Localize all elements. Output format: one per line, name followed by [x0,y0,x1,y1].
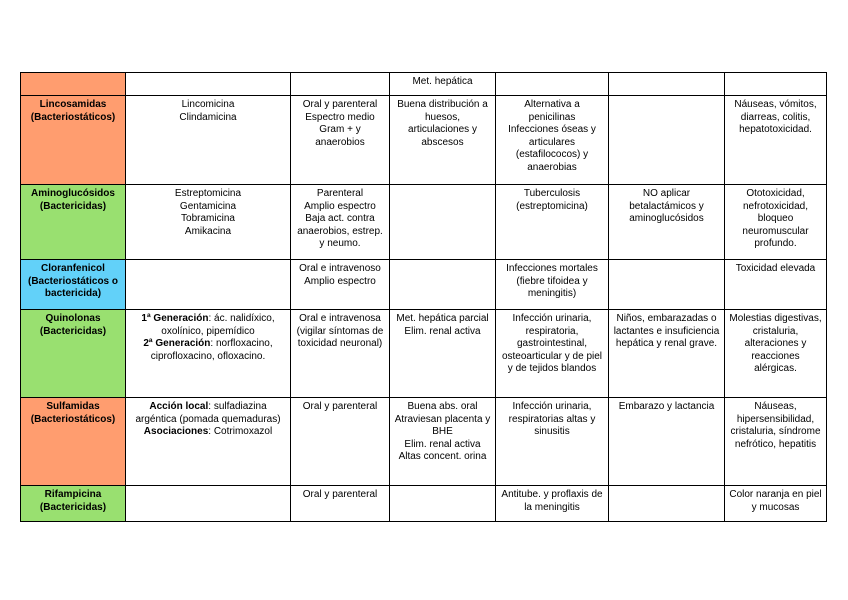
generation-2-label: 2ª Generación [143,338,211,350]
drugs-cell [126,73,291,96]
use-cell: Infecciones mortales (fiebre tifoidea y meningitis) [496,260,609,310]
adverse-effects-cell: Náuseas, vómitos, diarreas, colitis, hepatotoxicidad. [725,96,827,185]
use-cell: Antitube. y proflaxis de la meningitis [496,486,609,522]
adverse-effects-cell [725,73,827,96]
route-cell: Oral e intravenosa (vigilar síntomas de toxicidad neuronal) [291,310,390,398]
table-row [21,260,827,310]
use-cell: Alternativa a penicilinas Infecciones óseas y articulares (estafilococos) y anaerobias [496,96,609,185]
use-cell: Tuberculosis (estreptomicina) [496,185,609,260]
route-cell [291,73,390,96]
contraindications-cell [609,96,725,185]
table-row [21,486,827,522]
route-cell: Parenteral Amplio espectro Baja act. contra anaerobios, estrep. y neumo. [291,185,390,260]
contraindications-cell [609,73,725,96]
adverse-effects-cell: Toxicidad elevada [725,260,827,310]
associations-label: Asociaciones [143,426,209,438]
route-cell: Oral e intravenoso Amplio espectro [291,260,390,310]
local-action-label: Acción local [149,401,209,412]
family-cell: Sulfamidas (Bacteriostáticos) [21,398,126,486]
antibiotics-table [20,72,827,522]
contraindications-cell [609,260,725,310]
pharmacokinetics-cell: Met. hepática [390,73,496,96]
adverse-effects-cell: Ototoxicidad, nefrotoxicidad, bloqueo neuromuscular profundo. [725,185,827,260]
generation-1-label: 1ª Generación [141,313,209,324]
table-row [21,96,827,185]
drugs-cell: Lincomicina Clindamicina [126,96,291,185]
drugs-cell [126,260,291,310]
route-cell: Oral y parenteral Espectro medio Gram + y anaerobios [291,96,390,185]
contraindications-cell: Embarazo y lactancia [609,398,725,486]
adverse-effects-cell: Molestias digestivas, cristaluria, alteraciones y reacciones alérgicas. [725,310,827,398]
local-action-text: : sulfadiazina argéntica (pomada quemaduras) [135,401,281,425]
adverse-effects-cell: Náuseas, hipersensibilidad, cristaluria, síndrome nefrótico, hepatitis [725,398,827,486]
pharmacokinetics-cell: Buena distribución a huesos, articulaciones y abscesos [390,96,496,185]
family-cell: Aminoglucósidos (Bactericidas) [21,185,126,260]
table-row [21,310,827,398]
generation-2-text: : norfloxacino, ciprofloxacino, ofloxacino. [150,338,273,362]
pharmacokinetics-cell [390,260,496,310]
table-row [21,185,827,260]
pharmacokinetics-cell [390,185,496,260]
family-cell [21,73,126,96]
pharmacokinetics-cell [390,486,496,522]
pharmacokinetics-cell: Buena abs. oral Atraviesan placenta y BHE Elim. renal activa Altas concent. orina [390,398,496,486]
contraindications-cell: NO aplicar betalactámicos y aminoglucósidos [609,185,725,260]
family-cell: Rifampicina (Bactericidas) [21,486,126,522]
drugs-cell [126,398,291,486]
generation-1-text: : ác. nalidíxico, oxolínico, pipemídico [161,313,275,337]
use-cell: Infección urinaria, respiratorias altas y sinusitis [496,398,609,486]
associations-text: : Cotrimoxazol [208,426,273,438]
route-cell: Oral y parenteral [291,398,390,486]
family-cell: Quinolonas (Bactericidas) [21,310,126,398]
adverse-effects-cell: Color naranja en piel y mucosas [725,486,827,522]
use-cell: Infección urinaria, respiratoria, gastrointestinal, osteoarticular y de piel y de tejidos blandos [496,310,609,398]
use-cell [496,73,609,96]
drugs-cell [126,310,291,398]
contraindications-cell [609,486,725,522]
contraindications-cell: Niños, embarazadas o lactantes e insuficiencia hepática y renal grave. [609,310,725,398]
route-cell: Oral y parenteral [291,486,390,522]
family-cell: Cloranfenicol (Bacteriostáticos o bactericida) [21,260,126,310]
pharmacokinetics-cell: Met. hepática parcial Elim. renal activa [390,310,496,398]
table-row [21,398,827,486]
drugs-cell: Estreptomicina Gentamicina Tobramicina Amikacina [126,185,291,260]
table-row [21,73,827,96]
family-cell: Lincosamidas (Bacteriostáticos) [21,96,126,185]
drugs-cell [126,486,291,522]
